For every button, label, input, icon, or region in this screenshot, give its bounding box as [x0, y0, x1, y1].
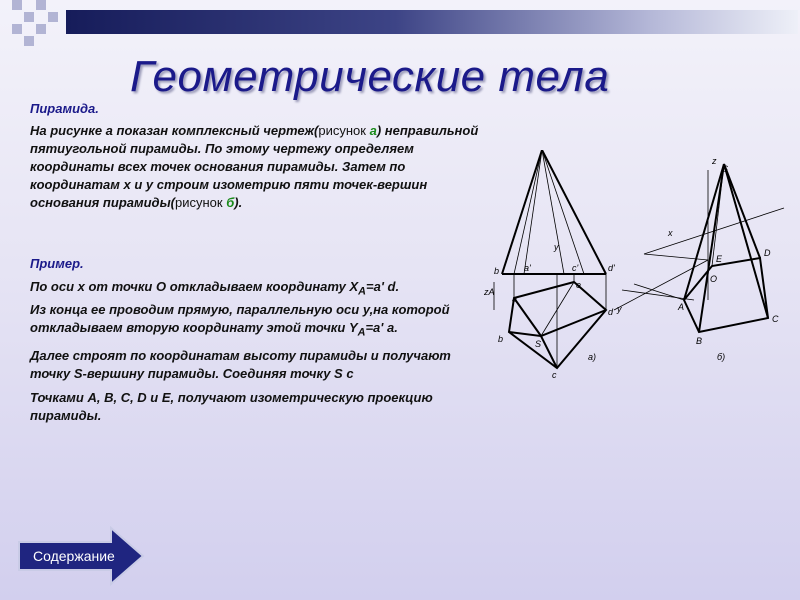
label: zA: [484, 287, 495, 297]
example-heading: Пример.: [30, 256, 84, 271]
contents-button-label: Содержание: [33, 548, 115, 564]
label: d: [608, 307, 614, 317]
example-text: =a' a.: [365, 319, 398, 335]
pyramid-drawing: [484, 150, 794, 380]
example-text: =a' d.: [366, 279, 400, 294]
corner-square: [36, 24, 46, 34]
pyramid-edge: [542, 150, 606, 274]
pyramid-edge: [502, 150, 542, 274]
iso-edge: [699, 164, 724, 332]
label: c: [552, 370, 557, 380]
subscript: A: [357, 326, 366, 339]
figure-ref-letter: а: [369, 123, 377, 138]
section-heading: Пирамида.: [30, 101, 99, 116]
label: a': [524, 263, 531, 273]
example-step-2: [30, 301, 485, 342]
label: A: [678, 302, 685, 312]
example-step-4: Точками A, B, C, D и E, получают изометрическую проекцию пирамиды.: [30, 390, 433, 424]
corner-square: [24, 12, 34, 22]
contents-button[interactable]: [15, 524, 147, 588]
corner-square: [48, 12, 58, 22]
label: S: [535, 339, 542, 349]
label: z: [712, 156, 717, 166]
intro-text-3: ).: [234, 195, 243, 210]
corner-square: [12, 24, 22, 34]
iso-edge: [724, 164, 760, 258]
iso-edge: [724, 164, 768, 318]
corner-square: [24, 36, 34, 46]
example-step-3: Далее строят по координатам высоту пирамиды и получают точку S-вершину пирамиды. Соединяя точку S с: [30, 348, 451, 382]
label: e: [576, 280, 582, 290]
label: c': [572, 263, 579, 273]
figure-ref-word: рисунок: [175, 195, 223, 210]
corner-square: [12, 0, 22, 10]
subscript: A: [358, 285, 366, 298]
iso-edge: [684, 164, 724, 300]
intro-paragraph: [30, 122, 482, 212]
iso-base: [684, 258, 768, 332]
figure-ref-word: рисунок: [318, 123, 366, 138]
label: y: [617, 304, 622, 314]
label: B: [696, 336, 703, 346]
intro-text-1: На рисунке а показан комплексный чертеж(: [30, 123, 319, 138]
example-paragraphs: [30, 278, 485, 425]
label: D: [764, 248, 771, 258]
example-step-1: [30, 278, 485, 301]
label: x: [668, 228, 673, 238]
label: y: [554, 242, 559, 252]
page-title: Геометрические тела: [130, 52, 610, 101]
figure-ref-letter: б: [226, 195, 235, 210]
caption: а): [588, 352, 597, 362]
corner-square: [36, 0, 46, 10]
example-text: По оси x от точки О откладываем координату X: [30, 279, 359, 294]
example-text: Из конца ее проводим прямую, параллельную оси y,на которой откладываем вторую координату этой точки Y: [30, 301, 450, 335]
caption: б): [717, 352, 726, 362]
title-bar-decoration: [66, 10, 798, 34]
label: C: [772, 314, 779, 324]
intro-text-2: ) неправильной пятиугольной пирамиды. По этому чертежу определяем координаты всех точек основания пирамиды. Затем по координатам x и y строим изометрию пяти точек-вершин основания пирамиды(: [30, 123, 479, 210]
label: d': [608, 263, 615, 273]
label: S: [722, 164, 729, 174]
label: E: [716, 254, 723, 264]
label: O: [710, 274, 718, 284]
label: a: [512, 294, 518, 304]
label: b: [494, 266, 500, 276]
label: b: [498, 334, 504, 344]
